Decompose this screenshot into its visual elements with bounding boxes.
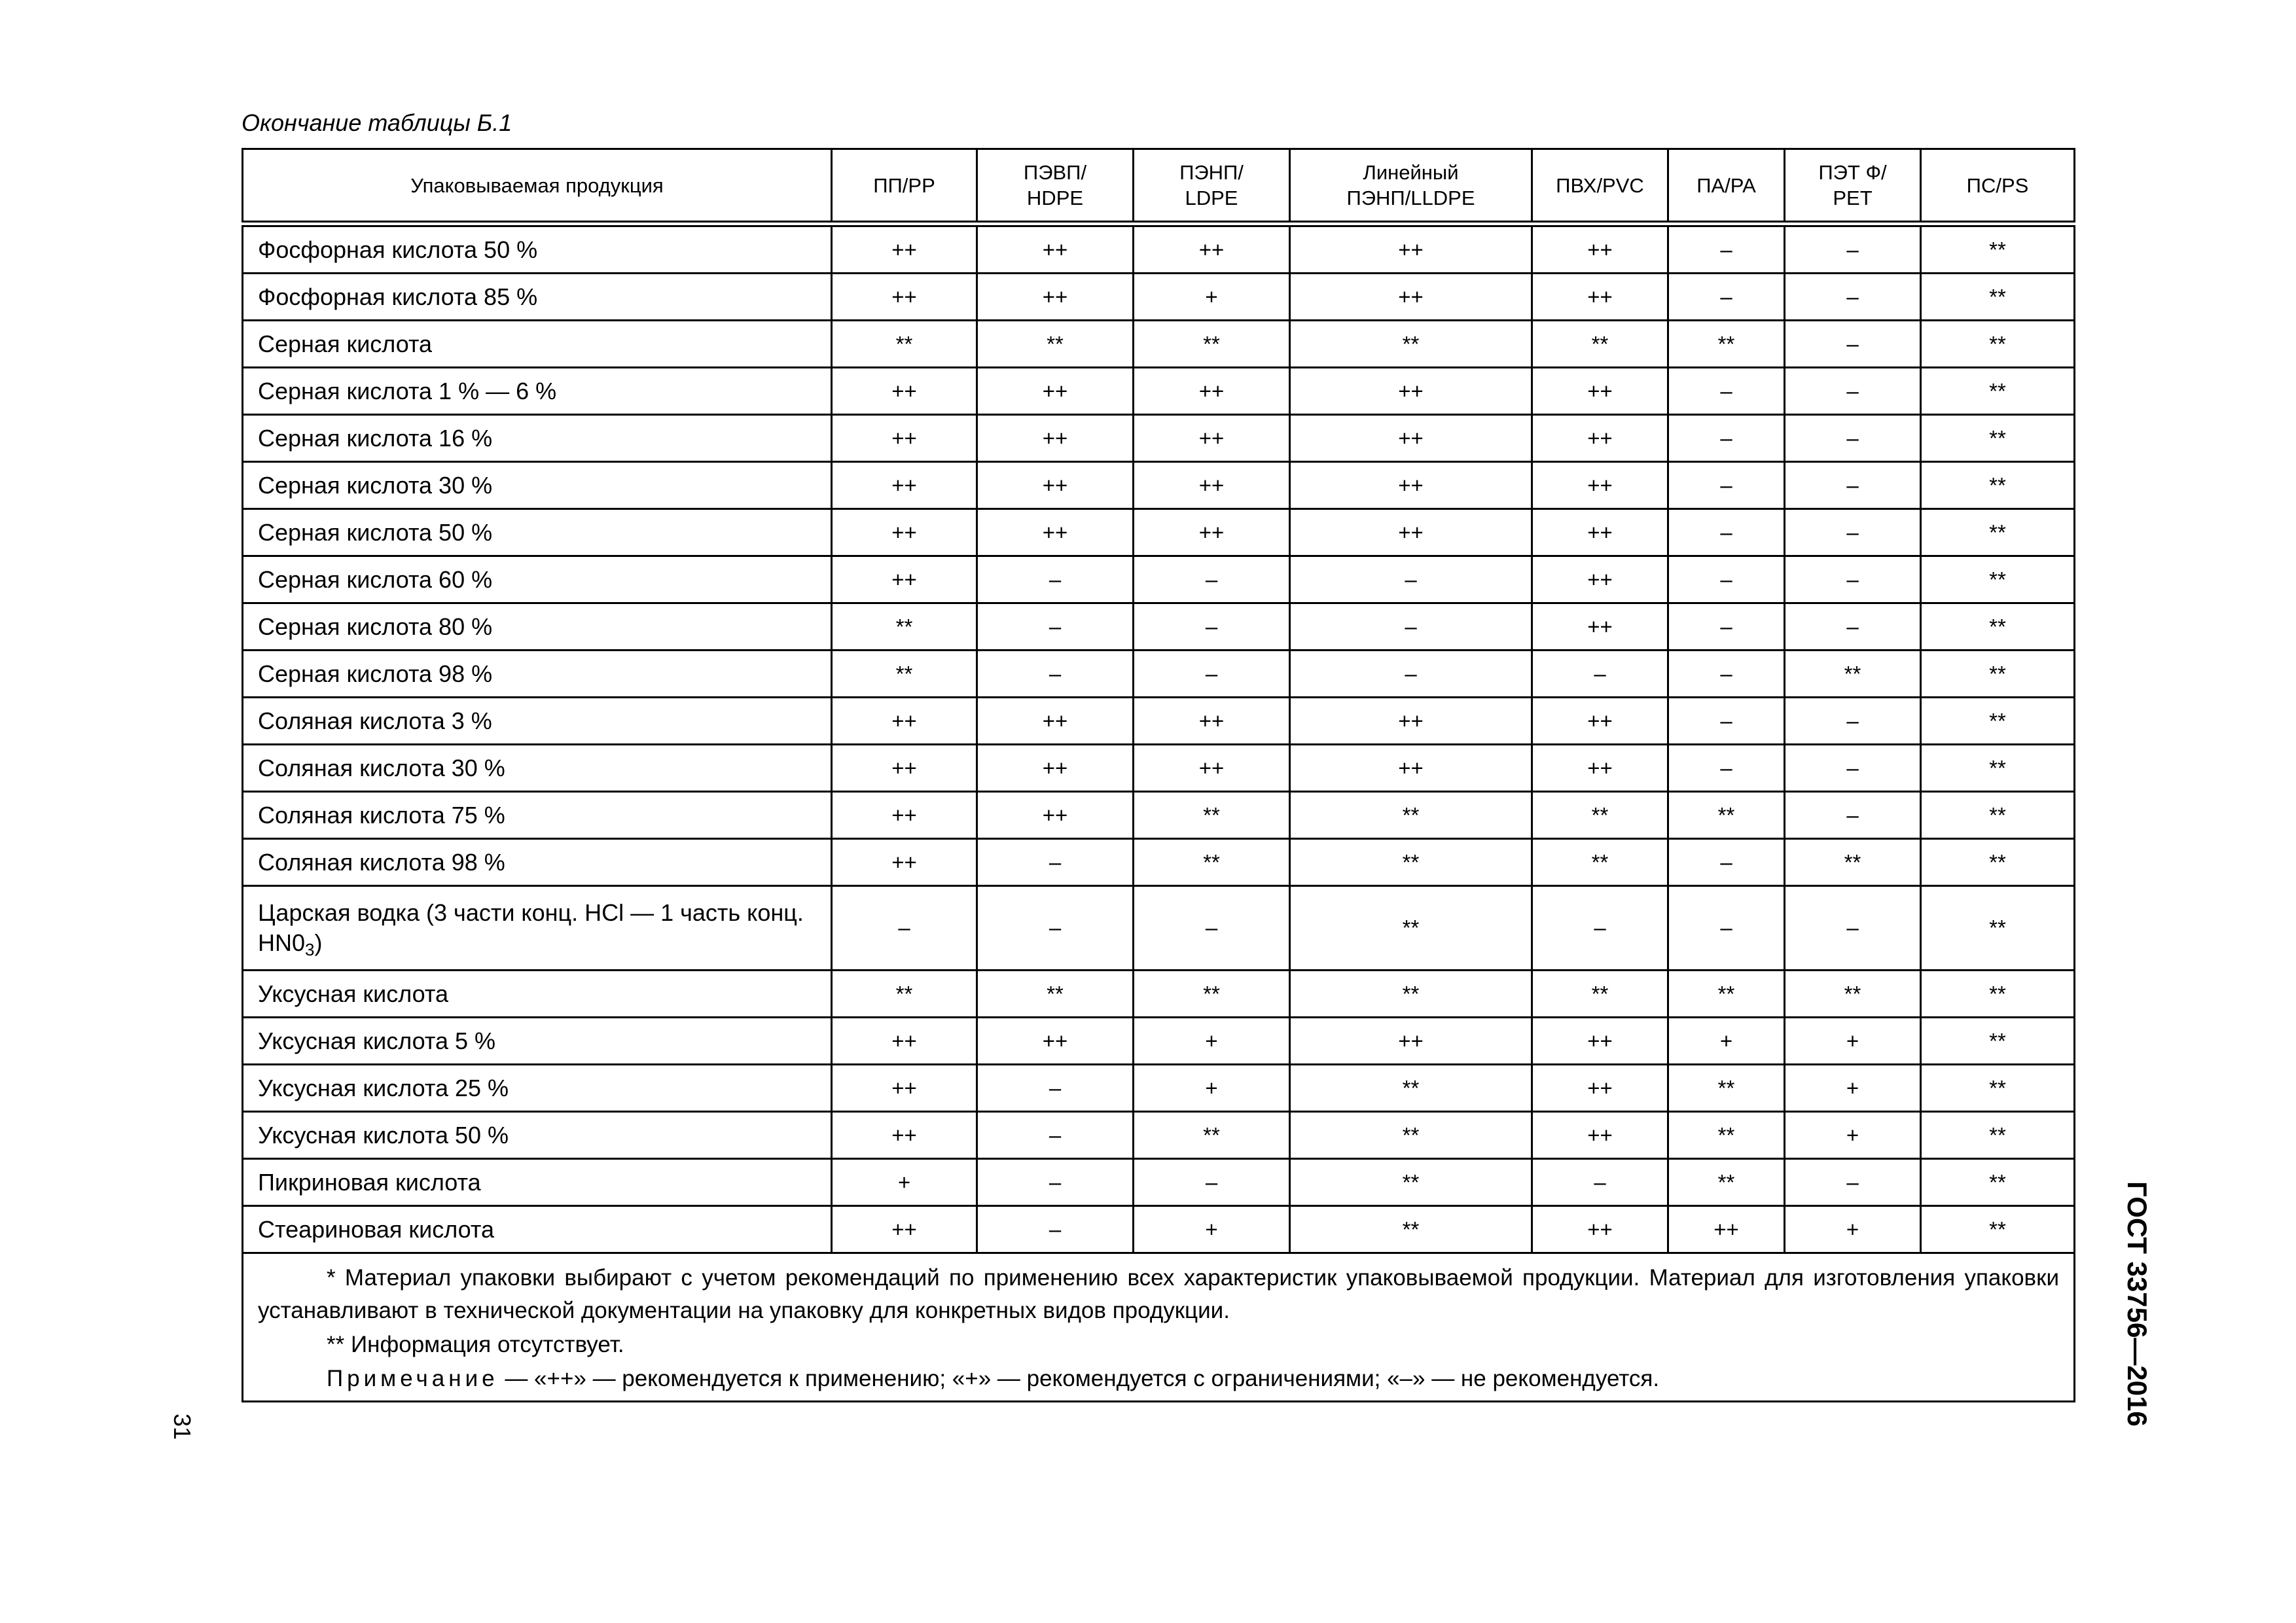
- col-header-pet: ПЭТ Ф/ PET: [1785, 149, 1921, 224]
- product-name-text: Серная кислота 16 %: [258, 424, 493, 452]
- rating-cell: –: [1668, 224, 1785, 274]
- rating-cell: –: [1785, 224, 1921, 274]
- rating-cell: –: [1668, 886, 1785, 971]
- rating-cell: –: [1668, 745, 1785, 792]
- rating-cell: **: [1668, 971, 1785, 1018]
- rating-cell: ++: [832, 698, 977, 745]
- rating-cell: –: [1785, 274, 1921, 321]
- rating-cell: –: [1668, 274, 1785, 321]
- product-name: [243, 1159, 832, 1206]
- rating-cell: +: [1785, 1206, 1921, 1253]
- product-name-text: Серная кислота 98 %: [258, 660, 493, 687]
- product-name: [243, 745, 832, 792]
- subscript: 3: [305, 940, 315, 959]
- table-row: [243, 1112, 2075, 1159]
- rating-cell: –: [1134, 886, 1290, 971]
- rating-cell: ++: [1134, 224, 1290, 274]
- rating-cell: ++: [977, 415, 1134, 462]
- table-row: [243, 224, 2075, 274]
- rating-cell: –: [1785, 556, 1921, 603]
- rating-cell: ++: [1532, 1065, 1668, 1112]
- rating-cell: –: [1668, 415, 1785, 462]
- rating-cell: ++: [1290, 745, 1532, 792]
- rating-cell: **: [1290, 1112, 1532, 1159]
- rating-cell: +: [1134, 1065, 1290, 1112]
- product-name-text: Уксусная кислота 25 %: [258, 1074, 509, 1101]
- footnote-material: * Материал упаковки выбирают с учетом рекомендаций по применению всех характеристик упаковываемой продукции. Материал для изготовления упаковки устанавливают в технической документации на упаковку для конкретных видов продукции.: [258, 1265, 2059, 1323]
- rating-cell: **: [1668, 321, 1785, 368]
- product-name: [243, 509, 832, 556]
- rating-cell: ++: [832, 224, 977, 274]
- rating-cell: ++: [1532, 603, 1668, 651]
- rating-cell: **: [1921, 886, 2075, 971]
- product-name: [243, 462, 832, 509]
- rating-cell: ++: [1290, 509, 1532, 556]
- rating-cell: ++: [1290, 698, 1532, 745]
- table-row: [243, 603, 2075, 651]
- rating-cell: –: [832, 886, 977, 971]
- rating-cell: –: [1668, 462, 1785, 509]
- rating-cell: ++: [1134, 698, 1290, 745]
- rating-cell: –: [1290, 556, 1532, 603]
- product-name-text: Соляная кислота 75 %: [258, 801, 505, 829]
- rating-cell: –: [1532, 1159, 1668, 1206]
- rating-cell: ++: [977, 368, 1134, 415]
- rating-cell: ++: [1532, 415, 1668, 462]
- rating-cell: –: [1785, 321, 1921, 368]
- rating-cell: –: [977, 886, 1134, 971]
- table-row: [243, 462, 2075, 509]
- rating-cell: **: [1290, 1206, 1532, 1253]
- product-name: [243, 415, 832, 462]
- rating-cell: **: [1532, 971, 1668, 1018]
- rating-cell: **: [1532, 839, 1668, 886]
- rating-cell: ++: [832, 462, 977, 509]
- rating-cell: –: [1134, 603, 1290, 651]
- product-name: [243, 1065, 832, 1112]
- rating-cell: ++: [1532, 1018, 1668, 1065]
- product-name-text: Уксусная кислота 50 %: [258, 1121, 509, 1149]
- rating-cell: **: [1668, 1065, 1785, 1112]
- rating-cell: –: [1785, 603, 1921, 651]
- rating-cell: ++: [1532, 745, 1668, 792]
- rating-cell: **: [1290, 1159, 1532, 1206]
- rating-cell: ++: [977, 1018, 1134, 1065]
- col-header-lldpe: Линейный ПЭНП/LLDPE: [1290, 149, 1532, 224]
- product-name-text: Серная кислота 1 % — 6 %: [258, 377, 557, 404]
- rating-cell: –: [977, 603, 1134, 651]
- rating-cell: **: [1668, 792, 1785, 839]
- rating-cell: ++: [1532, 224, 1668, 274]
- rating-cell: **: [1921, 274, 2075, 321]
- rating-cell: –: [1134, 556, 1290, 603]
- rating-cell: **: [1290, 1065, 1532, 1112]
- rating-cell: ++: [1532, 1112, 1668, 1159]
- rating-cell: **: [1921, 415, 2075, 462]
- page-number: 31: [169, 1414, 196, 1440]
- rating-cell: –: [1785, 1159, 1921, 1206]
- table-row: [243, 1159, 2075, 1206]
- rating-cell: ++: [832, 415, 977, 462]
- rating-cell: –: [977, 1112, 1134, 1159]
- table-caption: Окончание таблицы Б.1: [242, 109, 512, 136]
- product-name-text: Соляная кислота 98 %: [258, 848, 505, 876]
- rating-cell: –: [1668, 603, 1785, 651]
- rating-cell: **: [1921, 698, 2075, 745]
- rating-cell: **: [1785, 651, 1921, 698]
- product-name-text: Серная кислота 80 %: [258, 613, 493, 640]
- product-name-text: Серная кислота: [258, 330, 433, 357]
- rating-cell: –: [1668, 509, 1785, 556]
- rating-cell: **: [832, 651, 977, 698]
- rating-cell: **: [1532, 792, 1668, 839]
- product-name: [243, 1112, 832, 1159]
- rating-cell: ++: [1668, 1206, 1785, 1253]
- table-row: [243, 509, 2075, 556]
- rating-cell: **: [1921, 1018, 2075, 1065]
- rating-cell: ++: [832, 792, 977, 839]
- rating-cell: +: [832, 1159, 977, 1206]
- product-name-text: Фосфорная кислота 85 %: [258, 283, 538, 310]
- rating-cell: ++: [832, 556, 977, 603]
- rating-cell: **: [1134, 971, 1290, 1018]
- rating-cell: –: [977, 1206, 1134, 1253]
- product-name: [243, 792, 832, 839]
- rating-cell: ++: [1134, 368, 1290, 415]
- product-name: [243, 1018, 832, 1065]
- rating-cell: **: [1921, 971, 2075, 1018]
- product-name: [243, 839, 832, 886]
- rating-cell: ++: [1532, 368, 1668, 415]
- table-row: [243, 321, 2075, 368]
- rating-cell: **: [1134, 839, 1290, 886]
- rating-cell: –: [977, 1159, 1134, 1206]
- rating-cell: ++: [1532, 556, 1668, 603]
- product-name: [243, 368, 832, 415]
- rating-cell: –: [1785, 886, 1921, 971]
- col-header-pp: ПП/PP: [832, 149, 977, 224]
- rating-cell: **: [1785, 971, 1921, 1018]
- product-name: [243, 698, 832, 745]
- rating-cell: –: [1785, 415, 1921, 462]
- rating-cell: ++: [1532, 274, 1668, 321]
- table-row: [243, 415, 2075, 462]
- rating-cell: **: [1921, 556, 2075, 603]
- table-row: [243, 971, 2075, 1018]
- rating-cell: **: [1532, 321, 1668, 368]
- rating-cell: –: [1785, 462, 1921, 509]
- rating-cell: **: [1290, 839, 1532, 886]
- rating-cell: –: [1532, 651, 1668, 698]
- rating-cell: –: [1134, 1159, 1290, 1206]
- rating-cell: –: [1668, 651, 1785, 698]
- rating-cell: **: [1134, 321, 1290, 368]
- rating-cell: ++: [977, 698, 1134, 745]
- rating-cell: **: [1921, 1159, 2075, 1206]
- product-name-text: Соляная кислота 3 %: [258, 707, 492, 734]
- product-name: [243, 651, 832, 698]
- rating-cell: **: [1921, 1206, 2075, 1253]
- product-name-text: Серная кислота 50 %: [258, 518, 493, 546]
- rating-cell: ++: [977, 224, 1134, 274]
- rating-cell: ++: [1290, 415, 1532, 462]
- table-body: [243, 224, 2075, 1253]
- rating-cell: ++: [832, 1065, 977, 1112]
- product-name-text: Царская водка (3 части конц. HCl — 1 часть конц. HN0: [258, 899, 804, 956]
- rating-cell: **: [1921, 224, 2075, 274]
- rating-cell: ++: [1532, 1206, 1668, 1253]
- rating-cell: –: [1668, 839, 1785, 886]
- rating-cell: **: [1921, 603, 2075, 651]
- rating-cell: ++: [1134, 509, 1290, 556]
- rating-cell: **: [977, 971, 1134, 1018]
- table-row: [243, 839, 2075, 886]
- rating-cell: –: [1532, 886, 1668, 971]
- product-name: [243, 224, 832, 274]
- note-legend: [258, 1363, 2059, 1395]
- product-name: [243, 1206, 832, 1253]
- rating-cell: –: [1668, 368, 1785, 415]
- rating-cell: +: [1134, 1018, 1290, 1065]
- product-name-text: Серная кислота 60 %: [258, 565, 493, 593]
- rating-cell: **: [1290, 792, 1532, 839]
- rating-cell: –: [1290, 651, 1532, 698]
- table-row: [243, 886, 2075, 971]
- table-row: [243, 651, 2075, 698]
- rating-cell: ++: [1290, 462, 1532, 509]
- rating-cell: **: [1921, 368, 2075, 415]
- rating-cell: –: [977, 839, 1134, 886]
- product-name-text: Серная кислота 30 %: [258, 471, 493, 499]
- rating-cell: **: [1134, 792, 1290, 839]
- notes-row: [243, 1253, 2075, 1402]
- product-name-tail: ): [314, 929, 323, 956]
- rating-cell: **: [1290, 321, 1532, 368]
- rating-cell: +: [1785, 1112, 1921, 1159]
- table-row: [243, 792, 2075, 839]
- rating-cell: +: [1134, 274, 1290, 321]
- rating-cell: +: [1785, 1065, 1921, 1112]
- header-row: [243, 149, 2075, 224]
- rating-cell: –: [977, 651, 1134, 698]
- table-row: [243, 274, 2075, 321]
- rating-cell: **: [1921, 792, 2075, 839]
- rating-cell: **: [832, 321, 977, 368]
- rating-cell: ++: [1290, 1018, 1532, 1065]
- rating-cell: ++: [832, 274, 977, 321]
- rating-cell: –: [1785, 368, 1921, 415]
- rating-cell: ++: [832, 368, 977, 415]
- table-row: [243, 1206, 2075, 1253]
- table-row: [243, 698, 2075, 745]
- col-header-pvc: ПВХ/PVC: [1532, 149, 1668, 224]
- product-name: [243, 971, 832, 1018]
- product-name-text: Уксусная кислота 5 %: [258, 1027, 496, 1054]
- product-name-text: Пикриновая кислота: [258, 1168, 481, 1196]
- product-name: [243, 603, 832, 651]
- product-name-text: Фосфорная кислота 50 %: [258, 236, 538, 263]
- rating-cell: ++: [1134, 462, 1290, 509]
- rating-cell: ++: [977, 462, 1134, 509]
- rating-cell: **: [1290, 886, 1532, 971]
- rating-cell: **: [1921, 321, 2075, 368]
- rating-cell: **: [832, 971, 977, 1018]
- rating-cell: ++: [832, 1206, 977, 1253]
- rating-cell: –: [1785, 698, 1921, 745]
- rating-cell: –: [977, 556, 1134, 603]
- rating-cell: **: [1921, 745, 2075, 792]
- table-notes: [243, 1253, 2075, 1402]
- product-name: [243, 321, 832, 368]
- rating-cell: ++: [1532, 698, 1668, 745]
- rating-cell: –: [1668, 698, 1785, 745]
- rating-cell: **: [1785, 839, 1921, 886]
- rating-cell: **: [1921, 839, 2075, 886]
- table-row: [243, 368, 2075, 415]
- rating-cell: –: [977, 1065, 1134, 1112]
- rating-cell: **: [1921, 1112, 2075, 1159]
- rating-cell: ++: [832, 745, 977, 792]
- rating-cell: ++: [977, 509, 1134, 556]
- rating-cell: ++: [832, 509, 977, 556]
- table-row: [243, 1018, 2075, 1065]
- col-header-hdpe: ПЭВП/ HDPE: [977, 149, 1134, 224]
- rating-cell: ++: [832, 1018, 977, 1065]
- rating-cell: –: [1134, 651, 1290, 698]
- rating-cell: ++: [977, 274, 1134, 321]
- rating-cell: ++: [977, 745, 1134, 792]
- rating-cell: ++: [832, 839, 977, 886]
- product-name: [243, 556, 832, 603]
- footnote-no-info: ** Информация отсутствует.: [327, 1332, 624, 1357]
- rating-cell: ++: [1290, 224, 1532, 274]
- rating-cell: ++: [1134, 415, 1290, 462]
- chemical-resistance-table: [242, 148, 2075, 1402]
- rating-cell: –: [1290, 603, 1532, 651]
- rating-cell: +: [1785, 1018, 1921, 1065]
- rating-cell: **: [1921, 651, 2075, 698]
- rating-cell: **: [1668, 1159, 1785, 1206]
- rating-cell: ++: [977, 792, 1134, 839]
- rating-cell: +: [1668, 1018, 1785, 1065]
- table-row: [243, 745, 2075, 792]
- product-name-text: Стеариновая кислота: [258, 1215, 495, 1243]
- note-text: — «++» — рекомендуется к применению; «+» — рекомендуется с ограничениями; «–» — не рекомендуется.: [498, 1366, 1660, 1391]
- rating-cell: –: [1785, 792, 1921, 839]
- rating-cell: **: [977, 321, 1134, 368]
- rating-cell: ++: [832, 1112, 977, 1159]
- rating-cell: ++: [1290, 274, 1532, 321]
- rating-cell: ++: [1290, 368, 1532, 415]
- rating-cell: ++: [1532, 462, 1668, 509]
- product-name: [243, 274, 832, 321]
- rating-cell: –: [1668, 556, 1785, 603]
- rating-cell: **: [1668, 1112, 1785, 1159]
- product-name-text: Уксусная кислота: [258, 980, 449, 1007]
- product-name-text: Соляная кислота 30 %: [258, 754, 505, 781]
- rating-cell: ++: [1532, 509, 1668, 556]
- col-header-ps: ПС/PS: [1921, 149, 2075, 224]
- rating-cell: –: [1785, 745, 1921, 792]
- standard-designation: ГОСТ 33756—2016: [2122, 1181, 2153, 1427]
- rating-cell: **: [1921, 509, 2075, 556]
- table-row: [243, 556, 2075, 603]
- rating-cell: **: [1921, 462, 2075, 509]
- rating-cell: ++: [1134, 745, 1290, 792]
- note-label: Примечание: [327, 1366, 499, 1391]
- rating-cell: –: [1785, 509, 1921, 556]
- col-header-product: Упаковываемая продукция: [243, 149, 832, 224]
- product-name: [243, 886, 832, 971]
- rating-cell: **: [1134, 1112, 1290, 1159]
- rating-cell: **: [1921, 1065, 2075, 1112]
- rating-cell: **: [832, 603, 977, 651]
- col-header-ldpe: ПЭНП/ LDPE: [1134, 149, 1290, 224]
- table-row: [243, 1065, 2075, 1112]
- rating-cell: **: [1290, 971, 1532, 1018]
- col-header-pa: ПА/PA: [1668, 149, 1785, 224]
- rating-cell: +: [1134, 1206, 1290, 1253]
